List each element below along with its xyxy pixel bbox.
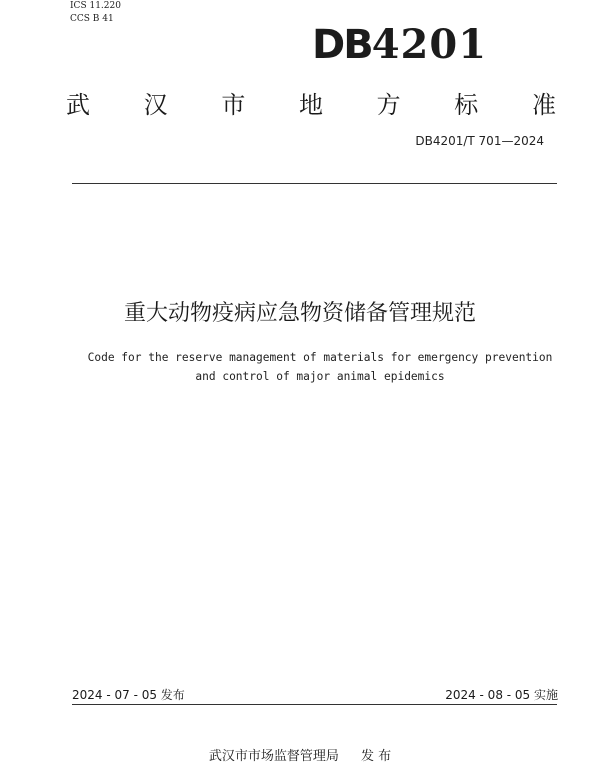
implementation-date: 2024 - 08 - 05 实施 [445, 688, 558, 702]
ccs-code: CCS B 41 [70, 14, 114, 24]
logo-number: 4201 [371, 21, 488, 68]
top-divider [72, 183, 557, 184]
issuer-action: 发 布 [360, 749, 392, 764]
standard-type-char: 准 [531, 90, 556, 119]
standard-type-char: 地 [298, 90, 323, 119]
chinese-title: 重大动物疫病应急物资储备管理规范 [123, 301, 476, 326]
standard-number: DB4201/T 701—2024 [415, 134, 544, 148]
bottom-divider [72, 704, 557, 705]
issue-date: 2024 - 07 - 05 发布 [72, 688, 185, 702]
classification-codes [70, 0, 121, 26]
ics-code: ICS 11.220 [70, 1, 121, 11]
english-title [40, 348, 600, 386]
standard-type-char: 汉 [143, 90, 168, 119]
issuer-name: 武汉市市场监督管理局 [208, 749, 339, 764]
standard-type-char: 方 [376, 90, 401, 119]
standard-type-heading [66, 86, 556, 118]
issuing-authority [0, 745, 600, 764]
english-title-line: Code for the reserve management of materials for emergency prevention [87, 351, 553, 364]
standard-type-char: 标 [454, 90, 479, 119]
english-title-line: and control of major animal epidemics [195, 370, 445, 383]
logo-prefix: DB [312, 22, 372, 68]
db-logo [312, 22, 512, 68]
standard-type-char: 市 [221, 90, 246, 119]
standard-type-char: 武 [66, 90, 90, 119]
